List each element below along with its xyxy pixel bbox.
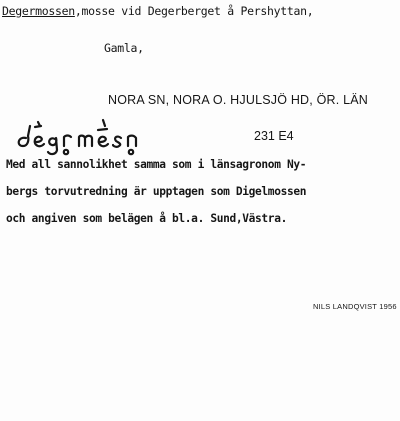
reference-code: 231 E4 [254, 129, 294, 143]
collector-signature: NILS LANDQVIST 1956 [313, 302, 397, 311]
headword-line [2, 4, 313, 18]
region-line: NORA SN, NORA O. HJULSJÖ HD, ÖR. LÄN [108, 93, 369, 107]
body-line: bergs torvutredning är upptagen som Digelmossen [6, 185, 307, 198]
headword-description: ,mosse vid Degerberget å Pershyttan, [74, 4, 314, 18]
body-line: och angiven som belägen å bl.a. Sund,Västra. [6, 212, 287, 225]
note: Gamla, [104, 41, 144, 55]
handwritten-phonetic-transcription [10, 112, 170, 156]
body-line: Med all sannolikhet samma som i länsagronom Ny- [6, 158, 307, 171]
card-body [6, 155, 398, 236]
headword: Degermossen [2, 4, 75, 18]
